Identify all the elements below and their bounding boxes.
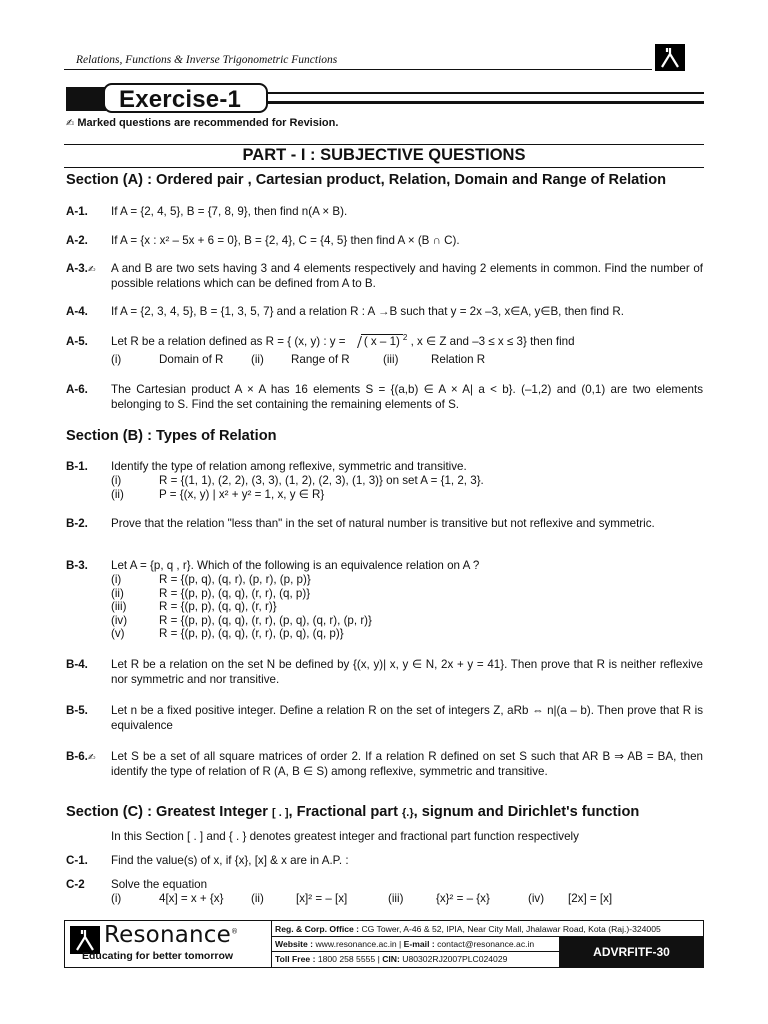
question-text: Let R be a relation defined as R = { (x, y) : y = ( x – 1) $^2$ , x ∈ Z and –3 ≤ x ≤ 3} then find (i) Domain of R (ii) Range of R (iii) Relation R <box>111 333 575 366</box>
resonance-logo-icon <box>655 44 685 71</box>
email-link[interactable]: contact@resonance.ac.in <box>437 939 535 949</box>
revision-mark-icon: ✍ <box>87 752 96 762</box>
question-number: A-2. <box>66 234 88 247</box>
revision-note-text: Marked questions are recommended for Revision. <box>77 117 339 129</box>
section-c-heading: Section (C) : Greatest Integer [ . ], Fractional part {.}, signum and Dirichlet's function <box>66 804 640 820</box>
question-number: A-3.✍ <box>66 262 96 275</box>
exercise-rule-thin <box>268 92 704 94</box>
question-number: A-4. <box>66 305 88 318</box>
question-text: If A = {x : x² – 5x + 6 = 0}, B = {2, 4}, C = {4, 5} then find A × (B ∩ C). <box>111 234 460 247</box>
exercise-rule-thick <box>268 101 704 104</box>
footer-tollfree: Toll Free : 1800 258 5555 | CIN: U80302RJ2007PLC024029 <box>275 954 508 964</box>
header-rule <box>64 69 652 70</box>
exercise-title: Exercise-1 <box>103 83 268 113</box>
square-root: ( x – 1) <box>351 334 403 349</box>
question-text: Prove that the relation "less than" in the set of natural number is transitive but not reflexive and symmetric. <box>111 517 655 530</box>
question-number: A-6. <box>66 383 88 396</box>
question-text: If A = {2, 3, 4, 5}, B = {1, 3, 5, 7} and a relation R : A →B such that y = 2x –3, x∈A, y∈B, then find R. <box>111 305 624 318</box>
part-title: PART - I : SUBJECTIVE QUESTIONS <box>242 146 526 164</box>
running-header-title: Relations, Functions & Inverse Trigonometric Functions <box>76 54 338 66</box>
question-text: A and B are two sets having 3 and 4 elements respectively and having 2 elements in common. Find the number of possible relations which can be defined from A to B. <box>111 262 703 290</box>
part-rule-top <box>64 144 704 145</box>
footer-brand: Resonance® <box>104 922 239 948</box>
question-number: B-1. <box>66 460 88 473</box>
part-rule-bottom <box>64 167 704 168</box>
question-text: If A = {2, 4, 5}, B = {7, 8, 9}, then find n(A × B). <box>111 205 348 218</box>
revision-note <box>66 117 338 129</box>
question-text: Let A = {p, q , r}. Which of the following is an equivalence relation on A ? (i) R = {(p, q), (q, r), (p, r), (p, p)} (ii) R = {(p, p), (q, q), (r, r), (q, p)} (iii) R = {(p, p), (q, q), (r, r)} (iv) R = {(p, p), (q, q), (r, r), (p, q), (q, r), (p, r)} (v) R = {(p, p), (q, q), (r, r), (p, q), (q, p)} <box>111 559 480 640</box>
section-b-heading: Section (B) : Types of Relation <box>66 428 277 444</box>
footer-tagline: Educating for better tomorrow <box>82 950 234 962</box>
question-text: Solve the equation (i) 4[x] = x + {x} (ii) [x]² = – [x] (iii) {x}² = – {x} (iv) [2x] = [x] <box>111 878 613 905</box>
footer-divider <box>271 920 272 968</box>
question-number: C-2 <box>66 878 85 891</box>
question-text: Let R be a relation on the set N be defined by {(x, y)| x, y ∈ N, 2x + y = 41}. Then prove that R is neither reflexive nor symmetric and nor transitive. <box>111 658 703 686</box>
question-text: Find the value(s) of x, if {x}, [x] & x are in A.P. : <box>111 854 349 867</box>
question-number: B-2. <box>66 517 88 530</box>
question-number: B-3. <box>66 559 88 572</box>
question-number: C-1. <box>66 854 88 867</box>
intro-text: In this Section [ . ] and { . } denotes greatest integer and fractional part function respectively <box>111 830 579 843</box>
question-text: Let S be a set of all square matrices of order 2. If a relation R defined on set S such that AR B ⇒ AB = BA, then identify the type of relation of R (A, B ∈ S) among reflexive, symmetric and transitive. <box>111 750 703 778</box>
question-text: Identify the type of relation among reflexive, symmetric and transitive. (i) R = {(1, 1), (2, 2), (3, 3), (1, 2), (2, 3), (1, 3)} on set A = {1, 2, 3}. (ii) P = {(x, y) | x² + y² = 1, x, y ∈ R} <box>111 460 484 501</box>
question-text: The Cartesian product A × A has 16 elements S = {(a,b) ∈ A × A| a < b}. (–1,2) and (0,1) are two elements belonging to S. Find the set containing the remaining elements of S. <box>111 383 703 411</box>
footer-contact: Website : www.resonance.ac.in | E-mail : contact@resonance.ac.in <box>275 939 535 949</box>
exercise-band <box>66 87 106 111</box>
section-a-heading: Section (A) : Ordered pair , Cartesian product, Relation, Domain and Range of Relation <box>66 172 667 188</box>
question-number: B-5. <box>66 704 88 717</box>
question-number: B-4. <box>66 658 88 671</box>
question-number: A-5. <box>66 335 88 348</box>
page-code: ADVRFITF-30 <box>559 937 704 968</box>
question-number: A-1. <box>66 205 88 218</box>
question-text: Let n be a fixed positive integer. Define a relation R on the set of integers Z, aRb ⇔ n|(a – b). Then prove that R is equivalence <box>111 704 703 732</box>
website-link[interactable]: www.resonance.ac.in <box>315 939 397 949</box>
footer-office: Reg. & Corp. Office : CG Tower, A-46 & 52, IPIA, Near City Mall, Jhalawar Road, Kota (Raj.)-324005 <box>275 924 661 934</box>
question-number: B-6.✍ <box>66 750 96 763</box>
revision-mark-icon: ✍ <box>87 264 96 274</box>
pencil-icon: ✍ <box>66 118 75 129</box>
